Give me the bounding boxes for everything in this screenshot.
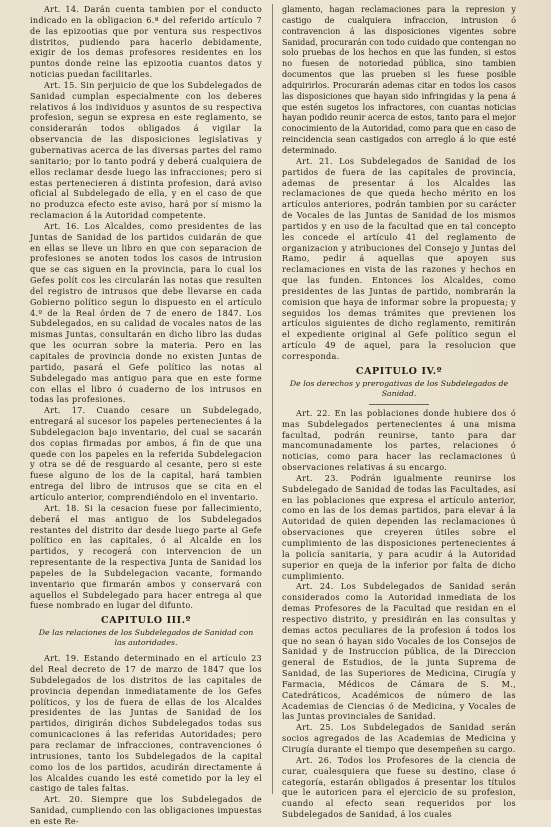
article-17: Art. 17. Cuando cesare un Subdelegado, entregará al sucesor los papeles pertenecientes á la Subdelegacion bajo inventario, del cual se sacarán dos copias firmadas por ambos, á fin de que una quede con los papeles en la referida Subdelegacion y otra se dé de resguardo al cesante, pero si este fuese alguno de los de la capital, hará tambien entrega del libro de intrusos que se cita en el artículo anterior, comprendiéndolo en el inventario.: [30, 405, 262, 502]
article-24: Art. 24. Los Subdelegados de Sanidad serán considerados como la Autoridad inmediata de los demas Profesores de la Facultad que residan en el respectivo distrito, y presidirán en las consultas y demas actos peculiares de la profesion á todos los que no sean ó hayan sido Vocales de los Consejos de Sanidad y de Instruccion pública, de la Direccion general de Estudios, de la junta Suprema de Sanidad, de las Superiores de Medicina, Cirugía y Farmacia, Médicos de Cámara de S. M., Catedráticos, Académicos de número de las Academias de Ciencias ó de Medicina, y Vocales de las Juntas provinciales de Sanidad.: [282, 581, 516, 722]
column-divider: [272, 4, 273, 794]
article-25: Art. 25. Los Subdelegados de Sanidad serán socios agregados de las Academias de Medicina y Cirugía durante el tiempo que desempeñen su cargo.: [282, 722, 516, 754]
article-15: Art. 15. Sin perjuicio de que los Subdelegados de Sanidad cumplan especialmente con los deberes relativos á los individuos y asuntos de su respectiva profesion, segun se expresa en este reglamento, se considerarán todos obligados á vigilar la observancia de las disposiciones legislativas y gubernativas acerca de las diversas partes del ramo sanitario; por lo tanto podrá y deberá cualquiera de ellos reclamar desde luego las infracciones; pero si estas pertenecieren á distinta profesion, dará aviso oficial al Subdelegado de ella, y en el caso de que no produzca efecto este aviso, hará por sí mismo la reclamacion á la Autoridad competente.: [30, 79, 262, 221]
chapter-3-subtitle: De las relaciones de los Subdelegados de Sanidad con las autoridades.: [38, 628, 254, 648]
left-column: [30, 4, 262, 826]
chapter-4-subtitle: De los derechos y prerogativas de los Subdelegados de Sanidad.: [289, 378, 509, 398]
article-16: Art. 16. Los Alcaldes, como presidentes de las Juntas de Sanidad de los partidos cuidarán de que en ellas se lleve un libro en que con separacion de profesiones se anoten todos los casos de intrusion que se cas siguen en la provincia, para lo cual los Gefes polít cos les circularán las notas que resulten del registro de intrusos que debe llevarse en cada Gobierno político segun lo dispuesto en el artículo 4.º de la Real órden de 7 de enero de 1847. Los Subdelegados, en su calidad de vocales natos de las mismas Juntas, consultarán en dicho libro las dudas que les ocurran sobre la materia. Pero en las capitales de provincia donde no existen Juntas de partido, pasará el Gefe político las notas al Subdelegado mas antiguo para que en este forme con ellas el libro ó cuaderno de los intrusos en todas las profesiones.: [30, 220, 262, 405]
chapter-3-title: CAPITULO III.º: [101, 615, 191, 627]
right-column: [282, 4, 516, 820]
article-18: Art. 18. Si la cesacion fuese por fallecimiento, deberá el mas antiguo de los Subdelegados restantes del distrito dar desde luego parte al Gefe político en las capitales, ó al Alcalde en los partidos, y recogerá con intervencion de un representante de la respectiva Junta de Sanidad los papeles de la Subdelegacion vacante, formando inventario que firmarán ambos y conservará con aquellos el Subdelegado para hacer entrega al que fuese nombrado en lugar del difunto.: [30, 502, 262, 611]
article-19: Art. 19. Estando determinado en el artículo 23 del Real decreto de 17 de marzo de 1847 que los Subdelegados de los distritos de las capitales de provincia dependan inmediatamente de los Gefes políticos, y los de fuera de ellas de los Alcaldes presidentes de las Juntas de Sanidad de los partidos, dirigirán dichos Subdelegados todas sus comunicaciones á las referidas Autoridades; pero para reclamar de infracciones, contravenciones ó intrusiones, tanto los Subdelegados de la capital como los de los partidos, acudirán directamente á los Alcaldes cuando les esté cometido por la ley el castigo de tales faltas.: [30, 653, 262, 794]
chapter-rule: [369, 404, 429, 405]
article-22: Art. 22. En las poblaciones donde hubiere dos ó mas Subdelegados pertenecientes á una misma facultad, podrán reunirse, tanto para dar mancomunadamente los partes, relaciones ó noticias, como para hacer las reclamaciones ú observaciones relativas á su encargo.: [282, 407, 516, 473]
article-20-continued: glamento, hagan reclamaciones para la represion y castigo de cualquiera infraccion, intrusion ó contravencion á las disposiciones vigentes sobre Sanidad, procurarán con todo cuidado que contengan no solo pruebas de los hechos en que las funden, si estos no fuesen de notoriedad pública, sino tambien documentos que las prueben si les fuese posible adquirirlos. Procurarán ademas citar en todos los casos las disposiciones que hayan sido infringidas y la pena á que estén sugetos los infractores, con cuantas noticias hayan podido reunir acerca de estos, tanto para el mejor conocimiento de la Autoridad, como para que en caso de reincidencia sean castigados con arreglo á lo que esté determinado.: [282, 4, 516, 155]
chapter-4-title: CAPITULO IV.º: [355, 365, 443, 377]
article-14: Art. 14. Darán cuenta tambien por el conducto indicado en la obligacion 6.ª del referido artículo 7 de las epizootias que por ventura sus respectivos distritos, pudiendo para hacerlo debidamente, exigir de los demas profesores residentes en los puntos donde reine las epizootia cuantos datos y noticias puedan facilitarles.: [30, 4, 262, 80]
article-21: Art. 21. Los Subdelegados de Sanidad de los partidos de fuera de las capitales de provincia, ademas de presentar á los Alcaldes las reclamaciones de que queda hecho mérito en los artículos anteriores, podrán tambien por su carácter de Vocales de las Juntas de Sanidad de los mismos partidos y en uso de la facultad que en tal concepto les concede el artículo 41 del reglamento de organizacion y atribuciones del Consejo y Juntas del Ramo, pedir á aquellas que apoyen sus reclamaciones en vista de las razones y hechos en que las funden. Entonces los Alcaldes, como presidentes de las Juntas de partido, nombrarán la comision que haya de informar sobre la propuesta; y seguidos los demas trámites que previenen los artículos siguientes de dicho reglamento, remitirán el expediente original al Gefe político segun el artículo 49 de aquel, para la resolucion que corresponda.: [282, 155, 516, 361]
article-23: Art. 23. Podrán igualmente reunirse los Subdelegado de Sanidad de todas las Facultades, así en las poblaciones que expresa el artículo anterior, como en las de los demas partidos, para elevar á la Autoridad de quien dependen las reclamaciones ú observaciones que creyeren útiles sobre el cumplimiento de las disposiciones pertenecientes á la policía sanitaria, y para acudir á la Autoridad superior en queja de la inferior por falta de dicho cumplimiento.: [282, 472, 516, 581]
article-20: Art. 20. Siempre que los Subdelegados de Sanidad, cumpliendo con las obligaciones impuestas en este Re-: [30, 794, 262, 826]
article-26: Art. 26. Todos los Profesores de la ciencia de curar, cualesquiera que fuese su destino, clase ó categoría, estarán obligados á presentar los títulos que le autoricen para el ejercicio de su profesion, cuando al efecto sean requeridos por los Subdelegados de Sanidad, á los cuales: [282, 754, 516, 820]
